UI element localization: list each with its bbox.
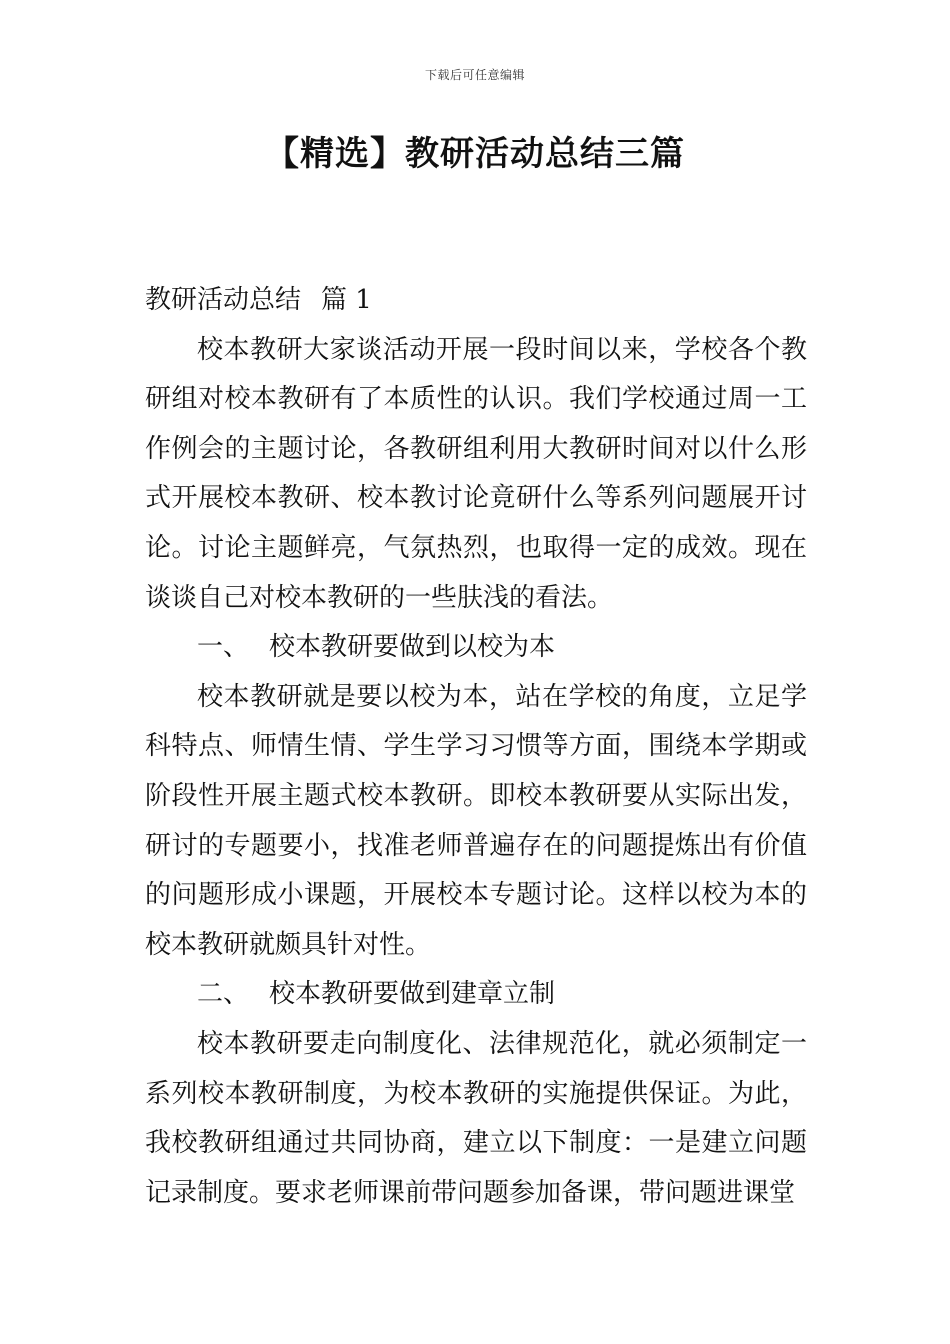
- paragraph-2: 校本教研就是要以校为本，站在学校的角度，立足学科特点、师情生情、学生学习习惯等方面，围绕本学期或阶段性开展主题式校本教研。即校本教研要从实际出发，研讨的专题要小，找准老师普遍存在的问题提炼出有价值的问题形成小课题，开展校本专题讨论。这样以校为本的校本教研就颇具针对性。: [145, 681, 807, 960]
- subheading-2-text: 校本教研要做到建章立制: [269, 979, 556, 1010]
- paragraph-3: 校本教研要走向制度化、法律规范化，就必须制定一系列校本教研制度，为校本教研的实施提供保证。为此，我校教研组通过共同协商，建立以下制度：一是建立问题记录制度。要求老师课前带问题参加备课，带问题进课堂: [145, 1028, 807, 1208]
- section-number: 篇 1: [321, 285, 372, 315]
- header-note: 下载后可任意编辑: [424, 68, 525, 82]
- section-heading: [145, 276, 807, 326]
- document-body: [145, 276, 807, 1218]
- subheading-2: [145, 970, 807, 1020]
- document-title: 【精选】教研活动总结三篇: [265, 134, 685, 174]
- subheading-1-number: 一、: [197, 632, 250, 663]
- section-label: 教研活动总结: [145, 285, 302, 315]
- subheading-1: [145, 623, 807, 673]
- subheading-1-text: 校本教研要做到以校为本: [269, 632, 556, 663]
- subheading-2-number: 二、: [197, 979, 250, 1010]
- paragraph-1: 校本教研大家谈活动开展一段时间以来，学校各个教研组对校本教研有了本质性的认识。我们学校通过周一工作例会的主题讨论，各教研组利用大教研时间对以什么形式开展校本教研、校本教讨论竟研什么等系列问题展开讨论。讨论主题鲜亮，气氛热烈，也取得一定的成效。现在谈谈自己对校本教研的一些肤浅的看法。: [145, 334, 807, 613]
